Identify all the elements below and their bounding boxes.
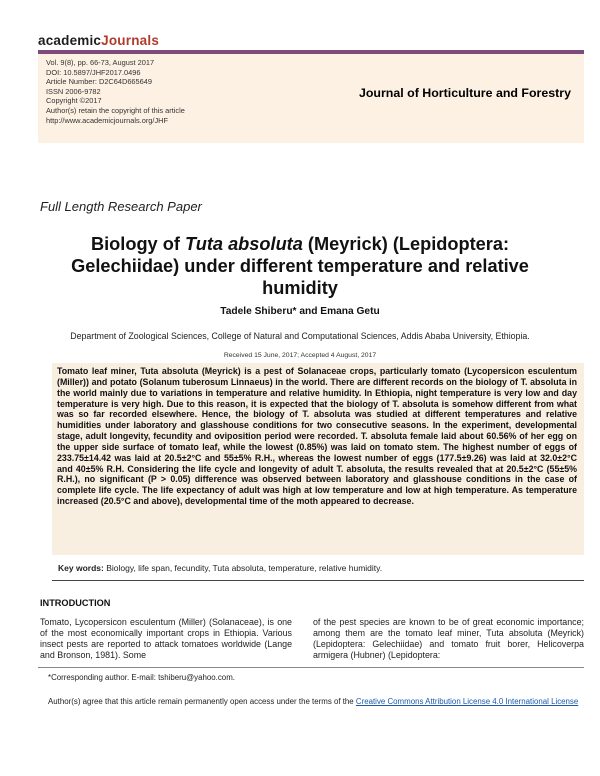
meta-volume: Vol. 9(8), pp. 66-73, August 2017 — [46, 58, 155, 67]
journal-meta-box — [38, 50, 584, 143]
meta-url[interactable]: http://www.academicjournals.org/JHF — [46, 115, 168, 125]
license-notice: Author(s) agree that this article remain permanently open access under the terms of the Creative Commons Attribution License 4.0 International License — [48, 697, 579, 706]
authors: Tadele Shiberu* and Emana Getu — [220, 306, 380, 317]
article-type: Full Length Research Paper — [40, 199, 202, 214]
meta-doi: DOI: 10.5897/JHF2017.0496 — [46, 67, 141, 77]
keywords — [58, 563, 382, 573]
corresponding-author: *Corresponding author. E-mail: tshiberu@yahoo.com. — [48, 673, 235, 682]
abstract-box — [52, 363, 584, 555]
intro-right-column: of the pest species are known to be of great economic importance; among them are the tomato leaf miner, Tuta absoluta (Meyrick) (Lepidoptera: Gelechiidae) and tomato fruit borer, Helicoverpa armigera (Hubner) (Lepidoptera: — [313, 617, 584, 661]
footnote-divider — [38, 667, 584, 668]
meta-issn: ISSN 2006-9782 — [46, 86, 101, 96]
keywords-label: Key words: — [58, 563, 104, 573]
intro-left-column: Tomato, Lycopersicon esculentum (Miller) (Solanaceae), is one of the most economically important crops in Ethiopia. Various insect pests are reported to attack tomatoes worldwide (Lange and Bronson, 1981). Some — [40, 617, 292, 661]
introduction-heading: INTRODUCTION — [40, 598, 111, 608]
meta-rights: Author(s) retain the copyright of this article — [46, 105, 185, 115]
meta-copyright: Copyright ©2017 — [46, 96, 102, 106]
license-link[interactable]: Creative Commons Attribution License 4.0 International License — [355, 697, 579, 706]
paper-title: Biology of Tuta absoluta (Meyrick) (Lepidoptera: Gelechiidae) under different temperature and relative humidity — [71, 234, 529, 298]
abstract-text: Tomato leaf miner, Tuta absoluta (Meyrick) is a pest of Solanaceae crops, particularly tomato (Lycopersicon esculentum (Miller)) and potato (Solanum tuberosum Linnaeus) in the world. There are different records on the biology of T. absoluta in the world mainly due to variations in temperature and relative humidity. In Ethiopia, night temperature is very low and day temperature is very high. Due to this reason, it is expected that the biology of T. absoluta is somehow different from what was so far recorded elsewhere. Hence, the biology of T. absoluta was studied at different temperatures and relative humidities under laboratory and glasshouse conditions for two consecutive seasons. In the experiment, developmental stage, adult longevity, fecundity and oviposition period were recorded. T. absoluta female laid about 60.56% of her egg on the upper side surface of tomato leaf, while the lowest (0.85%) was laid on tomato stem. The highest number of eggs of 233.75±14.42 was laid at 20.5±2°C and 55±5% R.H., whereas the lowest number of eggs (177.5±9.26) was laid at 32.0±2°C and 40±5% R.H. Considering the life cycle and longevity of adult T. absoluta, the results revealed that at 20.5±2°C (55±5% R.H.), no significant (P > 0.05) difference was observed between laboratory and glasshouse conditions in the case of complete life cycle. The life expectancy of adult was high at low temperature and low at high temperature. As temperature increased (20.5°C and above), developmental time of the moth appeared to decrease. — [57, 366, 577, 507]
meta-lines — [46, 58, 185, 125]
meta-article-number: Article Number: D2C64D665649 — [46, 77, 152, 87]
publisher-logo: academicJournals — [38, 33, 160, 48]
affiliation: Department of Zoological Sciences, College of Natural and Computational Sciences, Addis Ababa University, Ethiopia. — [70, 331, 530, 341]
keywords-text: Biology, life span, fecundity, Tuta absoluta, temperature, relative humidity. — [106, 563, 383, 573]
journal-name: Journal of Horticulture and Forestry — [358, 86, 571, 100]
keywords-divider — [52, 580, 584, 581]
received-date: Received 15 June, 2017; Accepted 4 August, 2017 — [223, 352, 377, 359]
